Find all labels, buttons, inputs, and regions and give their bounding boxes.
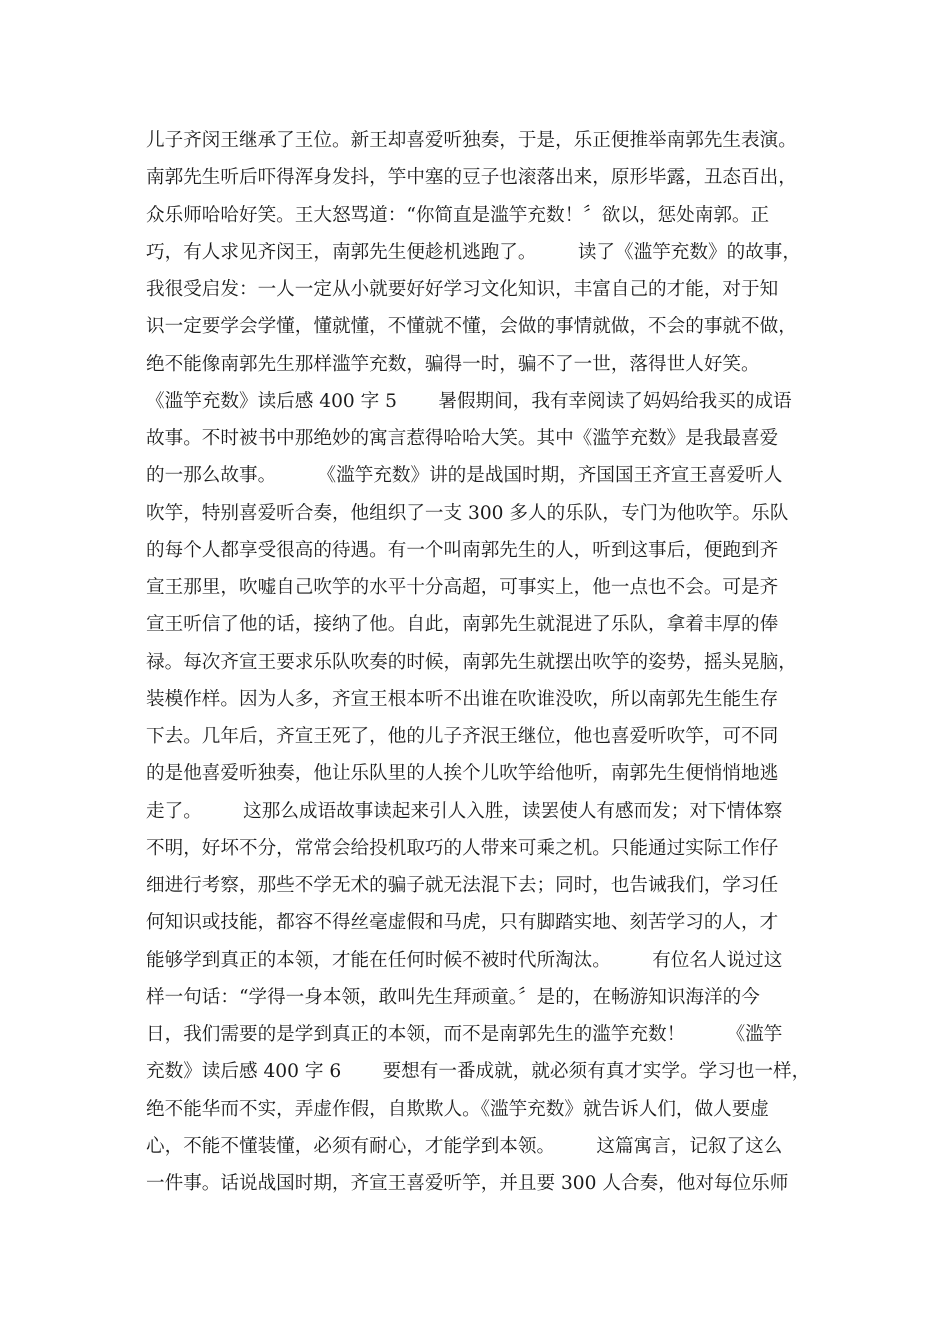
- text-line: 吹竽，特别喜爱听合奏，他组织了一支 300 多人的乐队，专门为他吹竽。乐队: [146, 502, 789, 524]
- text-line: 下去。几年后，齐宣王死了，他的儿子齐泯王继位，他也喜爱听吹竽，可不同: [146, 726, 779, 747]
- text-line: 充数》读后感 400 字 6 要想有一番成就，就必须有真才实学。学习也一样，: [146, 1061, 811, 1083]
- text-line: 的每个人都享受很高的待遇。有一个叫南郭先生的人，听到这事后，便跑到齐: [146, 539, 779, 561]
- text-line: 细进行考察，那些不学无术的骗子就无法混下去；同时，也告诫我们，学习任: [146, 875, 779, 896]
- text-line: 《滥竽充数》读后感 400 字 5 暑假期间，我有幸阅读了妈妈给我买的成语: [146, 390, 792, 412]
- text-line: 一件事。话说战国时期，齐宣王喜爱听竽，并且要 300 人合奏，他对每位乐师: [146, 1173, 789, 1194]
- text-line: 能够学到真正的本领，才能在任何时候不被时代所淘汰。 有位名人说过这: [146, 949, 783, 971]
- text-line: 宣王听信了他的话，接纳了他。自此，南郭先生就混进了乐队，拿着丰厚的俸: [146, 614, 779, 636]
- text-line: 绝不能像南郭先生那样滥竽充数，骗得一时，骗不了一世，落得世人好笑。: [146, 353, 760, 375]
- text-line: 我很受启发：一人一定从小就要好好学习文化知识，丰富自己的才能，对于知: [146, 279, 779, 300]
- text-line: 众乐师哈哈好笑。王大怒骂道：“你简直是滥竽充数！〞欲以，惩处南郭。正: [146, 204, 770, 226]
- body-text: [146, 122, 826, 1202]
- text-line: 不明，好坏不分，常常会给投机取巧的人带来可乘之机。只能通过实际工作仔: [146, 837, 779, 859]
- text-line: 日，我们需要的是学到真正的本领，而不是南郭先生的滥竽充数！ 《滥竽: [146, 1024, 783, 1045]
- text-line: 禄。每次齐宣王要求乐队吹奏的时候，南郭先生就摆出吹竽的姿势，摇头晃脑，: [146, 651, 797, 673]
- text-line: 何知识或技能，都容不得丝毫虚假和马虎，只有脚踏实地、刻苦学习的人，才: [146, 912, 779, 934]
- text-line: 巧，有人求见齐闵王，南郭先生便趁机逃跑了。 读了《滥竽充数》的故事，: [146, 241, 801, 263]
- text-line: 装模作样。因为人多，齐宣王根本听不出谁在吹谁没吹，所以南郭先生能生存: [146, 688, 779, 710]
- text-line: 绝不能华而不实，弄虚作假，自欺欺人。《滥竽充数》就告诉人们，做人要虚: [146, 1098, 769, 1120]
- text-line: 识一定要学会学懂，懂就懂，不懂就不懂，会做的事情就做，不会的事就不做，: [146, 316, 797, 338]
- text-line: 故事。不时被书中那绝妙的寓言惹得哈哈大笑。其中《滥竽充数》是我最喜爱: [146, 428, 779, 449]
- text-line: 心，不能不懂装懂，必须有耐心，才能学到本领。 这篇寓言，记叙了这么: [146, 1135, 783, 1157]
- text-line: 宣王那里，吹嘘自己吹竽的水平十分高超，可事实上，他一点也不会。可是齐: [146, 577, 779, 598]
- text-line: 儿子齐闵王继承了王位。新王却喜爱听独奏，于是，乐正便推举南郭先生表演。: [146, 130, 797, 151]
- text-line: 样一句话：“学得一身本领，敢叫先生拜顽童。〞是的，在畅游知识海洋的今: [146, 986, 760, 1008]
- text-line: 的是他喜爱听独奏，他让乐队里的人挨个儿吹竽给他听，南郭先生便悄悄地逃: [146, 763, 779, 785]
- text-line: 走了。 这那么成语故事读起来引人入胜，读罢使人有感而发；对下情体察: [146, 800, 783, 822]
- text-line: 南郭先生听后吓得浑身发抖，竽中塞的豆子也滚落出来，原形毕露，丑态百出，: [146, 167, 797, 189]
- text-line: 的一那么故事。 《滥竽充数》讲的是战国时期，齐国国王齐宣王喜爱听人: [146, 465, 783, 487]
